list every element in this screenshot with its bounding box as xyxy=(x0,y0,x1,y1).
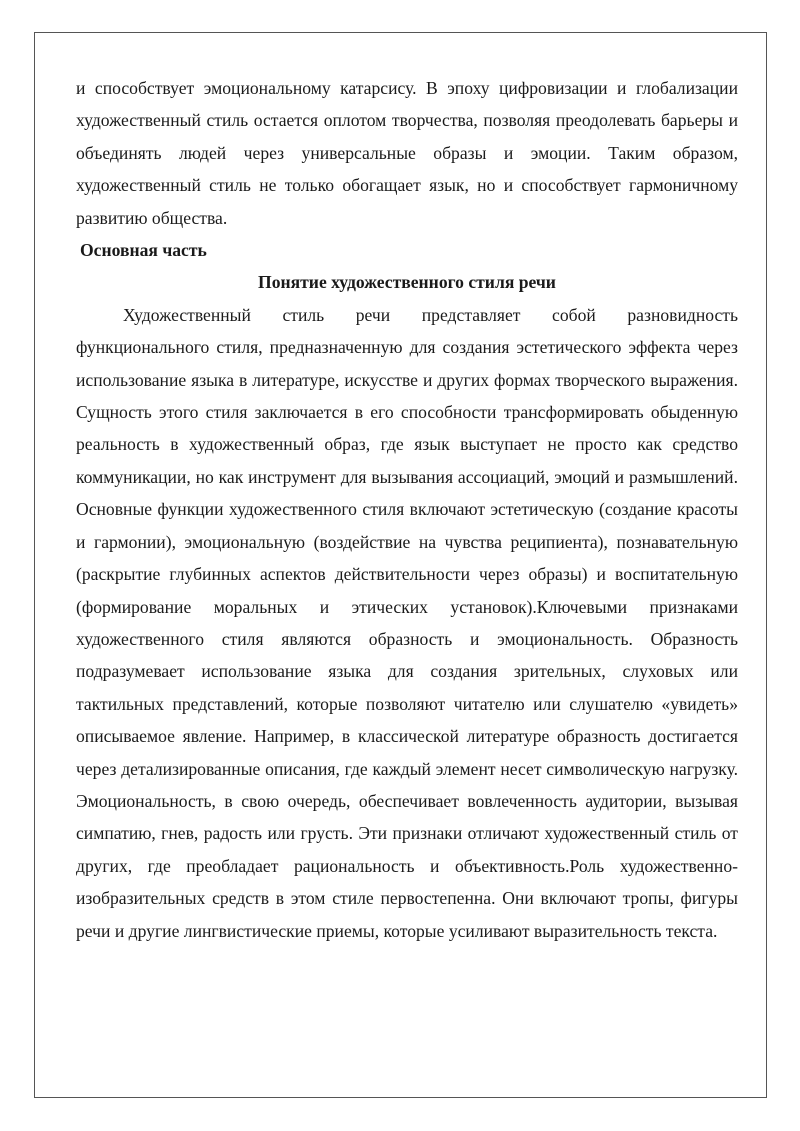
intro-paragraph: и способствует эмоциональному катарсису. В эпоху цифровизации и глобализации художественный стиль остается оплотом творчества, позволяя преодолевать барьеры и объединять людей через универсальные образы и эмоции. Таким образом, художественный стиль не только обогащает язык, но и способствует гармоничному развитию общества. xyxy=(76,78,738,228)
main-paragraph: Художественный стиль речи представляет собой разновидность функционального стиля, предназначенную для создания эстетического эффекта через использование языка в литературе, искусстве и других формах творческого выражения. Сущность этого стиля заключается в его способности трансформировать обыденную реальность в художественный образ, где язык выступает не просто как средство коммуникации, но как инструмент для вызывания ассоциаций, эмоций и размышлений. Основные функции художественного стиля включают эстетическую (создание красоты и гармонии), эмоциональную (воздействие на чувства реципиента), познавательную (раскрытие глубинных аспектов действительности через образы) и воспитательную (формирование моральных и этических установок).Ключевыми признаками художественного стиля являются образность и эмоциональность. Образность подразумевает использование языка для создания зрительных, слуховых или тактильных представлений, которые позволяют читателю или слушателю «увидеть» описываемое явление. Например, в классической литературе образность достигается через детализированные описания, где каждый элемент несет символическую нагрузку. Эмоциональность, в свою очередь, обеспечивает вовлеченность аудитории, вызывая симпатию, гнев, радость или грусть. Эти признаки отличают художественный стиль от других, где преобладает рациональность и объективность.Роль художественно-изобразительных средств в этом стиле первостепенна. Они включают тропы, фигуры речи и другие лингвистические приемы, которые усиливают выразительность текста. xyxy=(76,304,738,941)
section-heading: Основная часть xyxy=(80,240,207,261)
subsection-heading: Понятие художественного стиля речи xyxy=(258,272,556,293)
document-body xyxy=(76,72,738,947)
